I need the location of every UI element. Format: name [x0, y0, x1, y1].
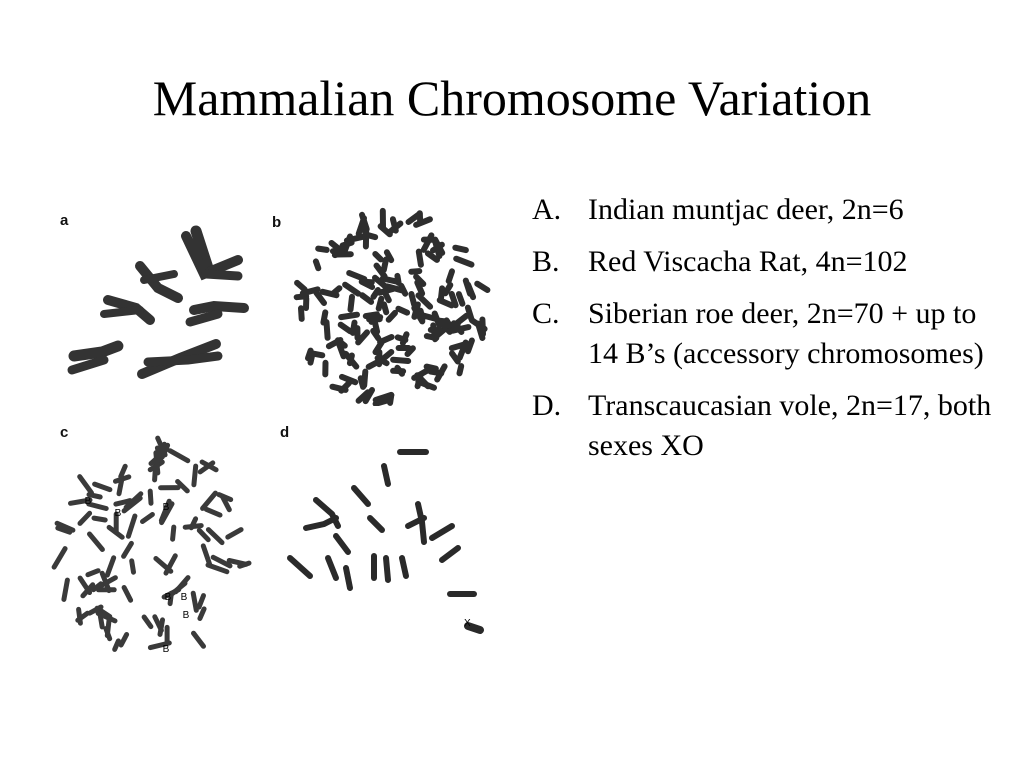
chromosome-shape: [199, 530, 208, 539]
chromosome-shape: [80, 477, 92, 493]
chromosome-shape: [349, 273, 364, 279]
chromosome-shape: [200, 609, 204, 619]
panel-d-transcaucasian-vole: [276, 418, 492, 644]
chromosome-shape: [459, 294, 463, 304]
chromosome-shape: [341, 315, 357, 317]
chromosome-shape: [128, 516, 135, 536]
chromosome-shape: [387, 286, 403, 290]
chromosome-shape: [301, 308, 302, 319]
chromosome-shape: [303, 289, 318, 293]
chromosome-shape: [316, 261, 318, 268]
chromosome-shape: [373, 331, 378, 338]
chromosome-figure: [48, 196, 496, 672]
chromosome-shape: [240, 563, 249, 566]
chromosome-shape: [124, 543, 132, 556]
panel-b-karyotype-image: [268, 196, 494, 406]
panel-a-karyotype-image: [48, 196, 264, 406]
chromosome-shape: [311, 353, 322, 355]
chromosome-shape: [398, 309, 407, 313]
chromosome-shape: [384, 304, 386, 312]
chromosome-shape: [311, 355, 313, 362]
chromosome-shape: [193, 593, 196, 610]
panel-b-letter: b: [272, 214, 282, 231]
chromosome-shape: [199, 596, 204, 608]
b-chromosome-mark: B: [164, 592, 172, 603]
bullet-text: Transcaucasian vole, 2n=17, both sexes XO: [588, 389, 992, 462]
chromosome-shape: [366, 314, 377, 316]
chromosome-shape: [333, 288, 339, 293]
chromosome-shape: [455, 248, 466, 250]
chromosome-shape: [345, 285, 358, 294]
chromosome-shape: [95, 484, 110, 490]
panel-d-karyotype-image: [276, 418, 492, 644]
b-chromosome-mark: B: [114, 508, 122, 519]
panel-c-siberian-roe-deer: [48, 418, 264, 672]
chromosome-shape: [350, 356, 352, 364]
chromosome-shape: [64, 580, 68, 599]
b-chromosome-mark: B: [162, 502, 170, 513]
chromosome-shape: [119, 480, 122, 494]
chromosome-shape: [398, 337, 406, 340]
chromosome-shape: [364, 282, 372, 283]
chromosome-shape: [132, 561, 134, 572]
chromosome-shape: [194, 633, 204, 646]
b-chromosome-mark: B: [162, 644, 170, 655]
chromosome-shape: [94, 518, 105, 520]
bullet-item: [532, 242, 1002, 282]
chromosome-shape: [342, 377, 355, 382]
chromosome-shape: [80, 513, 90, 523]
chromosome-shape: [124, 588, 131, 601]
chromosome-shape: [379, 299, 382, 309]
chromosome-shape: [170, 451, 188, 461]
chromosome-shape: [449, 271, 452, 281]
b-chromosome-mark: B: [84, 496, 92, 507]
panel-b-red-viscacha-rat: [268, 196, 494, 406]
chromosome-shape: [440, 300, 452, 305]
chromosome-shape: [393, 360, 408, 361]
chromosome-shape: [185, 526, 201, 528]
panel-a-indian-muntjac: [48, 196, 264, 406]
chromosome-shape: [433, 325, 435, 339]
chromosome-shape: [90, 534, 103, 550]
bullet-item: [532, 190, 1002, 230]
chromosome-shape: [121, 466, 125, 476]
chromosome-shape: [460, 366, 462, 373]
chromosome-shape: [143, 515, 153, 522]
chromosome-shape: [362, 295, 371, 302]
chromosome-shape: [456, 259, 471, 265]
slide-title: Mammalian Chromosome Variation: [152, 70, 872, 126]
chromosome-shape: [380, 337, 392, 342]
chromosome-shape: [351, 297, 353, 310]
panel-c-letter: c: [60, 424, 69, 441]
chromosome-shape: [375, 254, 381, 259]
chromosome-shape: [482, 320, 483, 335]
chromosome-shape: [414, 305, 418, 317]
x-chromosome-mark: X: [464, 618, 471, 629]
b-chromosome-mark: B: [180, 592, 188, 603]
chromosome-shape: [374, 290, 378, 297]
chromosome-shape: [428, 253, 437, 260]
chromosome-shape: [203, 493, 216, 508]
chromosome-shape: [441, 288, 442, 299]
bullet-item: [532, 386, 1002, 466]
chromosome-shape: [318, 249, 327, 250]
bullet-item: [532, 294, 1002, 374]
bullet-marker: D.: [532, 389, 562, 422]
chromosome-shape: [297, 283, 305, 290]
chromosome-shape: [347, 237, 363, 241]
chromosome-shape: [54, 549, 65, 568]
bullet-text: Siberian roe deer, 2n=70 + up to 14 B’s (accessory chromosomes): [588, 297, 984, 370]
chromosome-shape: [393, 219, 396, 230]
chromosome-shape: [411, 294, 414, 304]
bullet-text: Indian muntjac deer, 2n=6: [588, 193, 904, 226]
chromosome-shape: [100, 613, 102, 627]
chromosome-shape: [411, 271, 419, 272]
chromosome-shape: [418, 376, 421, 386]
bullet-marker: B.: [532, 245, 560, 278]
chromosome-shape: [427, 367, 436, 369]
chromosome-shape: [144, 617, 151, 627]
chromosome-shape: [397, 368, 402, 374]
chromosome-shape: [206, 509, 220, 515]
bullet-text: Red Viscacha Rat, 4n=102: [588, 245, 908, 278]
panel-c-karyotype-image: [48, 418, 264, 672]
bullet-marker: C.: [532, 297, 560, 330]
chromosome-shape: [333, 250, 342, 251]
chromosome-shape: [453, 327, 469, 331]
chromosome-shape: [452, 294, 456, 305]
chromosome-shape: [327, 322, 328, 338]
chromosome-shape: [383, 279, 397, 282]
chromosome-shape: [389, 313, 395, 320]
panel-a-letter: a: [60, 212, 69, 229]
bullet-list: [532, 190, 1002, 478]
panel-d-letter: d: [280, 424, 290, 441]
chromosome-shape: [173, 527, 174, 539]
chromosome-shape: [150, 491, 151, 503]
chromosome-shape: [88, 571, 98, 575]
b-chromosome-mark: B: [182, 610, 190, 621]
chromosome-shape: [203, 546, 209, 564]
chromosome-shape: [107, 558, 113, 575]
chromosome-shape: [341, 325, 351, 332]
chromosome-shape: [194, 466, 196, 485]
chromosome-shape: [228, 530, 241, 538]
chromosome-shape: [419, 252, 421, 265]
chromosome-shape: [477, 284, 487, 290]
chromosome-shape: [454, 316, 467, 326]
chromosome-shape: [387, 252, 391, 260]
bullet-marker: A.: [532, 193, 562, 226]
chromosome-shape: [384, 260, 386, 271]
chromosome-shape: [115, 641, 119, 650]
chromosome-shape: [121, 635, 127, 646]
chromosome-shape: [364, 372, 365, 386]
